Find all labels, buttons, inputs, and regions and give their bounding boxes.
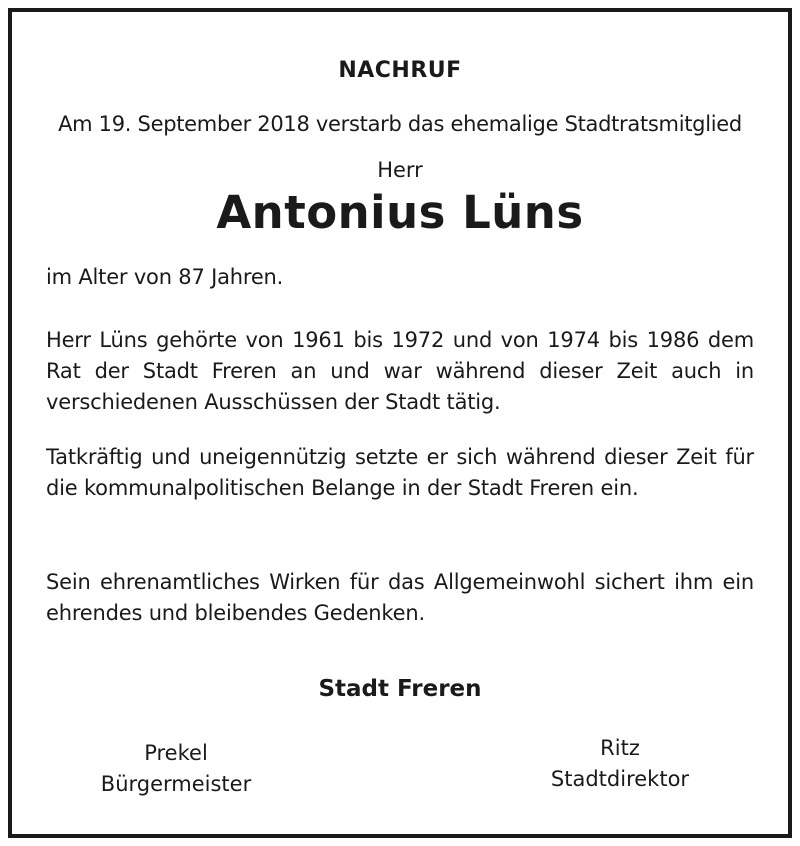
signatory-mayor	[46, 738, 306, 800]
notice-title: NACHRUF	[338, 58, 462, 83]
signatory-role: Bürgermeister	[100, 772, 252, 796]
signatory-name: Ritz	[600, 736, 640, 760]
organization-name: Stadt Freren	[318, 676, 482, 702]
age-line: im Alter von 87 Jahren.	[46, 265, 284, 289]
salutation: Herr	[377, 158, 423, 182]
paragraph-remembrance: Sein ehrenamtliches Wirken für das Allgemeinwohl sichert ihm ein ehrendes und bleibendes Gedenken.	[46, 570, 754, 625]
intro-line: Am 19. September 2018 verstarb das ehemalige Stadtratsmitglied	[58, 112, 742, 136]
paragraph-commitment: Tatkräftig und uneigennützig setzte er sich während dieser Zeit für die kommunalpolitischen Belange in der Stadt Freren ein.	[46, 445, 754, 500]
deceased-name: Antonius Lüns	[216, 186, 584, 239]
signatory-role: Stadtdirektor	[550, 767, 690, 791]
paragraph-council-service: Herr Lüns gehörte von 1961 bis 1972 und von 1974 bis 1986 dem Rat der Stadt Freren an und war während dieser Zeit auch in verschiedenen Ausschüssen der Stadt tätig.	[46, 328, 754, 414]
signatory-director	[490, 733, 750, 795]
signatory-name: Prekel	[144, 741, 208, 765]
